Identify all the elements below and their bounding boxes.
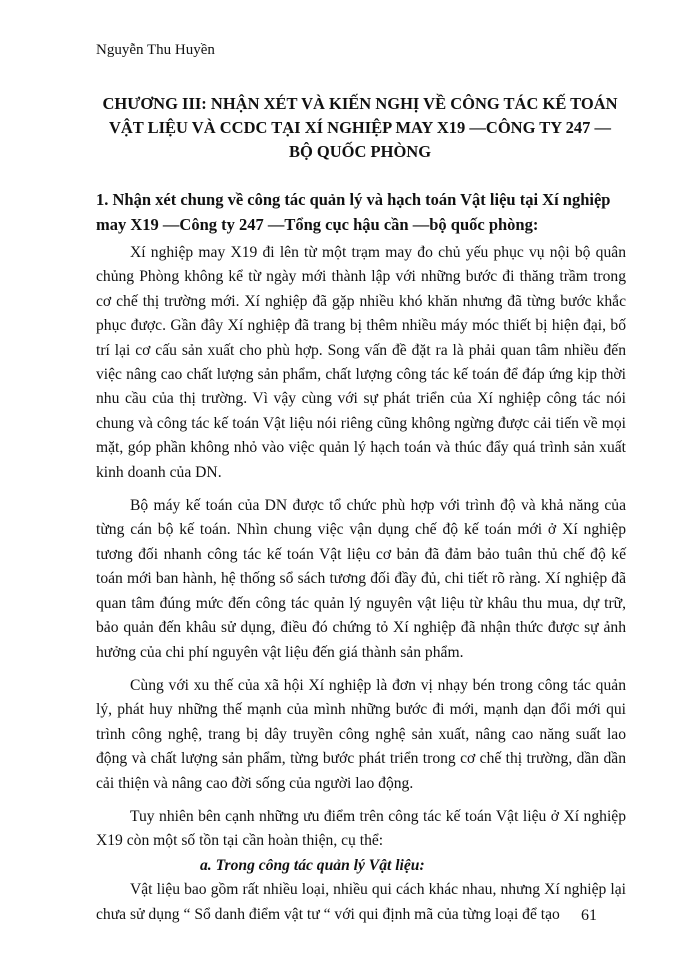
paragraph: Cùng với xu thế của xã hội Xí nghiệp là đơn vị nhạy bén trong công tác quản lý, phát huy những thế mạnh của mình những bước đi mới, mạnh dạn đổi mới qui trình công nghệ, trang bị dây truyền công nghệ sản xuất, nâng cao năng suất lao động và chất lượng sản phẩm, từng bước phát triển trong cơ chế thị trường, dần dần cải thiện và nâng cao đời sống của người lao động.	[96, 676, 626, 792]
author-name: Nguyễn Thu Huyền	[96, 42, 215, 58]
body-text	[96, 241, 626, 927]
paragraph: Bộ máy kế toán của DN được tổ chức phù hợp với trình độ và khả năng của từng cán bộ kế toán. Nhìn chung việc vận dụng chế độ kế toán mới ở Xí nghiệp tương đối nhanh công tác kế toán Vật liệu cơ bản đã đảm bảo tuân thủ chế độ kế toán mới ban hành, hệ thống sổ sách tương đối đầy đủ, chi tiết rõ ràng. Xí nghiệp đã quan tâm đúng mức đến công tác quản lý nguyên vật liệu từ khâu thu mua, dự trữ, bảo quản đến khâu sử dụng, điều đó chứng tỏ Xí nghiệp đã nhận thức được sự ảnh hưởng của chi phí nguyên vật liệu đến giá thành sản phẩm.	[96, 497, 626, 661]
section-heading: 1. Nhận xét chung về công tác quản lý và hạch toán Vật liệu tại Xí nghiệp may X19 —Công ty 247 —Tổng cục hậu cần —bộ quốc phòng:	[96, 190, 611, 234]
paragraph: Tuy nhiên bên cạnh những ưu điểm trên công tác kế toán Vật liệu ở Xí nghiệp X19 còn một số tồn tại cần hoàn thiện, cụ thể:	[96, 807, 626, 850]
paragraph: Vật liệu bao gồm rất nhiều loại, nhiều qui cách khác nhau, nhưng Xí nghiệp lại chưa sử dụng “ Sổ danh điểm vật tư “ với qui định mã của từng loại để tạo	[96, 881, 626, 923]
chapter-title: CHƯƠNG III: NHẬN XÉT VÀ KIẾN NGHỊ VỀ CÔNG TÁC KẾ TOÁN VẬT LIỆU VÀ CCDC TẠI XÍ NGHIỆP MAY X19 —CÔNG TY 247 —BỘ QUỐC PHÒNG	[102, 94, 618, 161]
subheading: a. Trong công tác quản lý Vật liệu:	[200, 856, 425, 874]
paragraph: Xí nghiệp may X19 đi lên từ một trạm may đo chủ yếu phục vụ nội bộ quân chủng Phòng không kể từ ngày mới thành lập với những bước đi thăng trầm trong cơ chế thị trường mới. Xí nghiệp đã gặp nhiều khó khăn nhưng đã từng bước khắc phục được. Gần đây Xí nghiệp đã trang bị thêm nhiều máy móc thiết bị hiện đại, bố trí lại cơ cấu sản xuất cho phù hợp. Song vấn đề đặt ra là phải quan tâm nhiều đến việc nâng cao chất lượng sản phẩm, chất lượng công tác kế toán để đáp ứng kịp thời nhu cầu của thị trường. Vì vậy cùng với sự phát triển của Xí nghiệp công tác nói chung và công tác kế toán Vật liệu nói riêng cũng không ngừng được cải tiến về mọi mặt, góp phần không nhỏ vào việc quản lý hạch toán và thúc đẩy quá trình sản xuất kinh doanh của DN.	[96, 244, 626, 481]
page-number: 61	[581, 907, 597, 924]
